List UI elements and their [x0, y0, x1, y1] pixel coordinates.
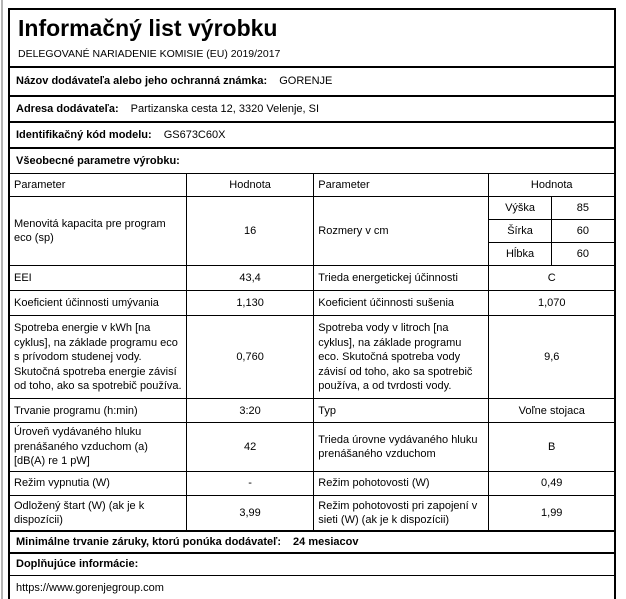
- value-cell: 1,070: [489, 291, 614, 316]
- warranty-label: Minimálne trvanie záruky, ktorú ponúka dodávateľ:: [16, 536, 282, 549]
- param-cell: EEI: [10, 266, 186, 291]
- param-cell: Menovitá kapacita pre program eco (sp): [10, 197, 186, 266]
- column-header-parameter-left: Parameter: [10, 174, 186, 197]
- dimension-value-cell: 85: [551, 197, 614, 220]
- supplier-name-value: GORENJE: [279, 75, 333, 88]
- param-cell: Rozmery v cm: [314, 197, 489, 266]
- value-cell: 16: [186, 197, 313, 266]
- parameters-table: [10, 173, 614, 530]
- dimension-label-cell: Výška: [489, 197, 551, 220]
- value-cell: 43,4: [186, 266, 313, 291]
- column-header-value-left: Hodnota: [186, 174, 313, 197]
- param-cell: Úroveň vydávaného hluku prenášaného vzduchom (a) [dB(A) re 1 pW]: [10, 423, 186, 472]
- website-row: [10, 575, 614, 599]
- model-code-row: [10, 121, 614, 147]
- table-row: [10, 291, 614, 316]
- document-header: [10, 10, 614, 66]
- value-cell: 3,99: [186, 495, 313, 530]
- regulation-subtitle: DELEGOVANÉ NARIADENIE KOMISIE (EU) 2019/2017: [18, 48, 281, 61]
- dimension-value-cell: 60: [551, 220, 614, 243]
- column-header-parameter-right: Parameter: [314, 174, 489, 197]
- general-params-heading-row: [10, 147, 614, 173]
- table-row: [10, 197, 614, 220]
- value-cell: B: [489, 423, 614, 472]
- param-cell: Trieda energetickej účinnosti: [314, 266, 489, 291]
- dimension-label-cell: Šírka: [489, 220, 551, 243]
- param-cell: Trvanie programu (h:min): [10, 399, 186, 423]
- param-cell: Koeficient účinnosti sušenia: [314, 291, 489, 316]
- supplier-address-label: Adresa dodávateľa:: [16, 103, 119, 116]
- table-row: [10, 266, 614, 291]
- param-cell: Trieda úrovne vydávaného hluku prenášaného vzduchom: [314, 423, 489, 472]
- param-cell: Režim pohotovosti pri zapojení v sieti (W) (ak je k dispozícii): [314, 495, 489, 530]
- param-cell: Režim vypnutia (W): [10, 471, 186, 495]
- additional-info-label: Doplňujúce informácie:: [16, 558, 139, 571]
- column-header-value-right: Hodnota: [489, 174, 614, 197]
- value-cell: Voľne stojaca: [489, 399, 614, 423]
- param-cell: Odložený štart (W) (ak je k dispozícii): [10, 495, 186, 530]
- value-cell: 1,130: [186, 291, 313, 316]
- value-cell: 42: [186, 423, 313, 472]
- table-row: [10, 423, 614, 472]
- dimension-value-cell: 60: [551, 243, 614, 266]
- product-fiche-document: [8, 8, 616, 599]
- supplier-name-label: Názov dodávateľa alebo jeho ochranná známka:: [16, 75, 268, 88]
- general-params-label: Všeobecné parametre výrobku:: [16, 155, 180, 168]
- value-cell: -: [186, 471, 313, 495]
- window-edge-line: [1, 0, 3, 599]
- warranty-value: 24 mesiacov: [293, 536, 359, 549]
- value-cell: 1,99: [489, 495, 614, 530]
- value-cell: C: [489, 266, 614, 291]
- table-row: [10, 495, 614, 530]
- table-row: [10, 316, 614, 399]
- param-cell: Spotreba vody v litroch [na cyklus], na základe programu eco. Skutočná spotreba vody závisí od toho, ako sa spotrebič používa, a od tvrdosti vody.: [314, 316, 489, 399]
- param-cell: Spotreba energie v kWh [na cyklus], na základe programu eco s prívodom studenej vody. Skutočná spotreba energie závisí od toho, ako sa spotrebič používa.: [10, 316, 186, 399]
- supplier-name-row: [10, 66, 614, 95]
- additional-info-heading-row: [10, 552, 614, 575]
- value-cell: 0,760: [186, 316, 313, 399]
- model-code-value: GS673C60X: [163, 129, 226, 142]
- value-cell: 3:20: [186, 399, 313, 423]
- supplier-address-value: Partizanska cesta 12, 3320 Velenje, SI: [130, 103, 320, 116]
- dimension-label-cell: Hĺbka: [489, 243, 551, 266]
- supplier-address-row: [10, 95, 614, 121]
- param-cell: Režim pohotovosti (W): [314, 471, 489, 495]
- value-cell: 9,6: [489, 316, 614, 399]
- table-row: [10, 399, 614, 423]
- param-cell: Typ: [314, 399, 489, 423]
- table-row: [10, 471, 614, 495]
- website-link[interactable]: https://www.gorenjegroup.com: [16, 582, 164, 595]
- value-cell: 0,49: [489, 471, 614, 495]
- param-cell: Koeficient účinnosti umývania: [10, 291, 186, 316]
- table-header-row: [10, 174, 614, 197]
- page-title: Informačný list výrobku: [18, 15, 278, 41]
- warranty-row: [10, 530, 614, 552]
- model-code-label: Identifikačný kód modelu:: [16, 129, 152, 142]
